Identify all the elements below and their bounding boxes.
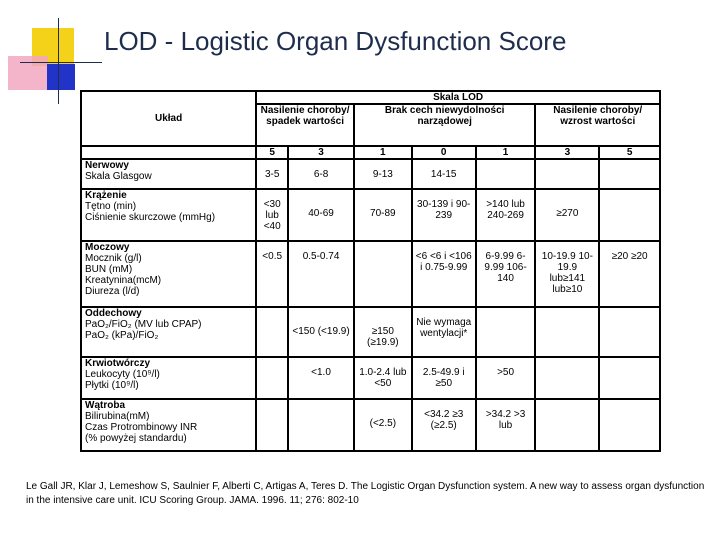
system-cell [81,159,256,189]
param-label: Płytki (10⁹/l) [85,380,139,391]
system-cell [81,399,256,451]
score-cell: 0 [412,146,476,159]
table-row-krazenie [81,189,660,241]
value-cell [599,357,660,399]
value-cell [256,399,288,451]
value-cell: 3-5 [256,159,288,189]
param-label: Mocznik (g/l) [85,253,142,264]
value-cell [256,307,288,357]
value-cell [535,307,599,357]
param-label: BUN (mM) [85,264,133,275]
value-cell [599,307,660,357]
param-label: Leukocyty (10⁹/l) [85,369,160,380]
value-cell [535,159,599,189]
system-cell [81,189,256,241]
value-cell: >140 lub 240-269 [476,189,536,241]
value-cell: <30 lub <40 [256,189,288,241]
value-cell [535,399,599,451]
table-row-moczowy [81,241,660,307]
param-label: Tętno (min) [85,201,137,212]
lod-score-table [80,90,661,452]
param-label: Kreatynina(mcM) [85,275,162,286]
system-cell [81,241,256,307]
system-label: Wątroba [85,400,125,411]
system-cell [81,357,256,399]
value-cell: >50 [476,357,536,399]
page-title: LOD - Logistic Organ Dysfunction Score [104,26,567,56]
header-row-1 [81,91,660,104]
system-label: Oddechowy [85,308,142,319]
value-cell: <6 <6 i <106 i 0.75-9.99 [412,241,476,307]
table-row-krwiotworczy [81,357,660,399]
param-label: Bilirubina(mM) [85,411,150,422]
value-cell [476,307,536,357]
score-cell: 3 [288,146,354,159]
param-label: Skala Glasgow [85,171,152,182]
table-row-nerwowy [81,159,660,189]
group-left-header: Nasilenie choroby/ spadek wartości [256,104,354,146]
value-cell: 70-89 [354,189,412,241]
value-cell [288,399,354,451]
table-row-watroba [81,399,660,451]
value-cell [599,189,660,241]
deco-blue-square [47,64,75,90]
citation-text: Le Gall JR, Klar J, Lemeshow S, Saulnier F, Alberti C, Artigas A, Teres D. The Logistic Organ Dysfunction system. A new way to assess organ dysfunction in the intensive care unit. ICU Scoring Group. JAMA. 1996. 11; 276: 802-10 [26,481,705,506]
score-cell: 3 [535,146,599,159]
system-label: Moczowy [85,242,130,253]
value-cell: 2.5-49.9 i ≥50 [412,357,476,399]
score-cell: 5 [256,146,288,159]
param-label: PaO₂ (kPa)/FiO₂ [85,330,159,341]
value-cell: 40-69 [288,189,354,241]
value-cell [256,357,288,399]
value-cell: 9-13 [354,159,412,189]
score-cell: 1 [476,146,536,159]
system-label: Nerwowy [85,160,129,171]
system-cell [81,307,256,357]
value-cell: <1.0 [288,357,354,399]
value-cell: 1.0-2.4 lub <50 [354,357,412,399]
deco-horizontal-line [20,62,102,63]
system-label: Krwiotwórczy [85,358,151,369]
value-cell: <0.5 [256,241,288,307]
value-cell: 30-139 i 90-239 [412,189,476,241]
group-mid-header: Brak cech niewydolności narządowej [354,104,536,146]
param-label: PaO₂/FiO₂ (MV lub CPAP) [85,319,202,330]
param-label: (% powyżej standardu) [85,433,187,444]
value-cell: 6-9.99 6-9.99 106-140 [476,241,536,307]
value-cell: 10-19.9 10-19.9 lub≥141 lub≥10 [535,241,599,307]
value-cell: ≥270 [535,189,599,241]
group-right-header: Nasilenie choroby/ wzrost wartości [535,104,660,146]
value-cell: ≥150 (≥19.9) [354,307,412,357]
value-cell: <150 (<19.9) [288,307,354,357]
value-cell: (<2.5) [354,399,412,451]
value-cell: 0.5-0.74 [288,241,354,307]
value-cell [599,159,660,189]
score-row [81,146,660,159]
value-cell [476,159,536,189]
value-cell: ≥20 ≥20 [599,241,660,307]
uklad-header: Układ [81,91,256,146]
value-cell: >34.2 >3 lub [476,399,536,451]
param-label: Ciśnienie skurczowe (mmHg) [85,212,216,223]
value-cell [535,357,599,399]
value-cell [354,241,412,307]
score-row-label [81,146,256,159]
value-cell: Nie wymaga wentylacji* [412,307,476,357]
param-label: Czas Protrombinowy INR [85,422,198,433]
value-cell: 6-8 [288,159,354,189]
score-cell: 5 [599,146,660,159]
table-row-oddechowy [81,307,660,357]
param-label: Diureza (l/d) [85,286,140,297]
score-cell: 1 [354,146,412,159]
value-cell: 14-15 [412,159,476,189]
system-label: Krążenie [85,190,127,201]
value-cell: <34.2 ≥3 (≥2.5) [412,399,476,451]
skala-header: Skala LOD [256,91,660,104]
value-cell [599,399,660,451]
deco-vertical-line [58,18,59,104]
